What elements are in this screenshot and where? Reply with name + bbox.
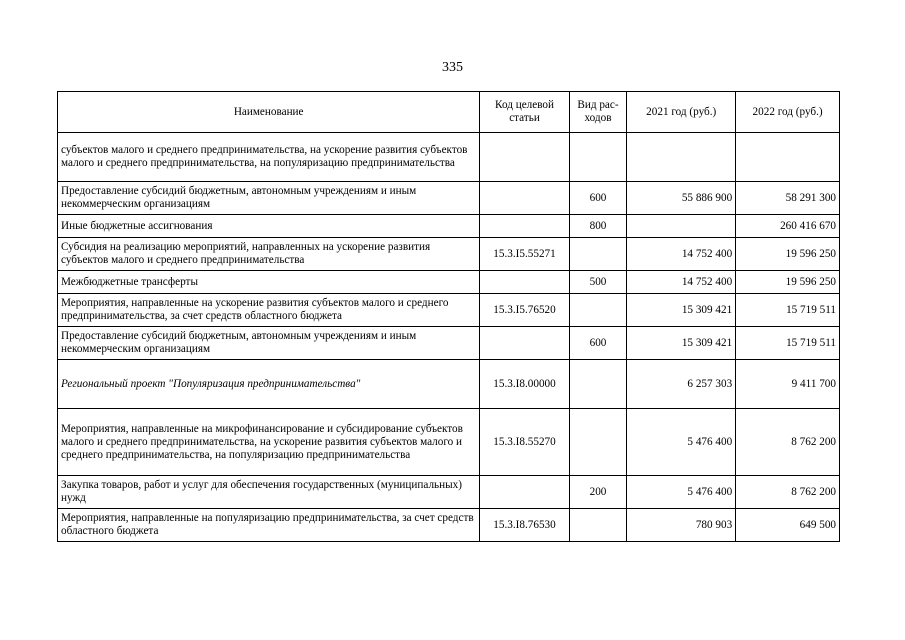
row-kind: 800 <box>569 215 627 238</box>
row-code: 15.3.I5.55271 <box>480 238 569 271</box>
row-kind: 600 <box>569 327 627 360</box>
table-row <box>58 238 840 271</box>
row-2021: 6 257 303 <box>627 360 736 409</box>
row-2021: 15 309 421 <box>627 294 736 327</box>
row-2021: 55 886 900 <box>627 182 736 215</box>
row-kind <box>569 133 627 182</box>
header-code: Код целевой статьи <box>480 92 569 133</box>
row-2021 <box>627 215 736 238</box>
row-name: Закупка товаров, работ и услуг для обеспечения государственных (муниципальных) нужд <box>58 476 480 509</box>
table-row <box>58 327 840 360</box>
row-code: 15.3.I5.76520 <box>480 294 569 327</box>
row-2021: 14 752 400 <box>627 271 736 294</box>
table-row <box>58 215 840 238</box>
row-2021: 5 476 400 <box>627 409 736 476</box>
row-name: Иные бюджетные ассигнования <box>58 215 480 238</box>
row-name: Предоставление субсидий бюджетным, автономным учреждениям и иным некоммерческим организациям <box>58 327 480 360</box>
row-kind: 500 <box>569 271 627 294</box>
row-code <box>480 327 569 360</box>
row-name: Предоставление субсидий бюджетным, автономным учреждениям и иным некоммерческим организациям <box>58 182 480 215</box>
row-2022: 15 719 511 <box>736 327 840 360</box>
table-row <box>58 271 840 294</box>
row-kind <box>569 238 627 271</box>
row-code: 15.3.I8.00000 <box>480 360 569 409</box>
row-kind: 200 <box>569 476 627 509</box>
row-2022: 15 719 511 <box>736 294 840 327</box>
table-row <box>58 509 840 542</box>
table-row <box>58 409 840 476</box>
row-2021: 14 752 400 <box>627 238 736 271</box>
row-2022: 19 596 250 <box>736 271 840 294</box>
row-2021: 780 903 <box>627 509 736 542</box>
row-name: Мероприятия, направленные на популяризацию предпринимательства, за счет средств областного бюджета <box>58 509 480 542</box>
table-row <box>58 294 840 327</box>
row-code: 15.3.I8.76530 <box>480 509 569 542</box>
row-kind <box>569 294 627 327</box>
row-code <box>480 215 569 238</box>
table-row <box>58 182 840 215</box>
row-kind <box>569 509 627 542</box>
row-name: Региональный проект "Популяризация предпринимательства" <box>58 360 480 409</box>
table-row <box>58 360 840 409</box>
row-name: субъектов малого и среднего предпринимательства, на ускорение развития субъектов малого и среднего предпринимательства, на популяризацию предпринимательства <box>58 133 480 182</box>
row-2022: 9 411 700 <box>736 360 840 409</box>
header-name: Наименование <box>58 92 480 133</box>
row-code <box>480 476 569 509</box>
row-kind <box>569 409 627 476</box>
table-header-row <box>58 92 840 133</box>
row-2022: 649 500 <box>736 509 840 542</box>
header-year-2021: 2021 год (руб.) <box>627 92 736 133</box>
row-2021: 5 476 400 <box>627 476 736 509</box>
row-name: Мероприятия, направленные на микрофинансирование и субсидирование субъектов малого и среднего предпринимательства, на ускорение развития субъектов малого и среднего предпринимательства, на популяризацию предпринимательства <box>58 409 480 476</box>
row-kind <box>569 360 627 409</box>
row-2022: 19 596 250 <box>736 238 840 271</box>
row-name: Субсидия на реализацию мероприятий, направленных на ускорение развития субъектов малого и среднего предпринимательства <box>58 238 480 271</box>
table-row <box>58 133 840 182</box>
table-row <box>58 476 840 509</box>
header-year-2022: 2022 год (руб.) <box>736 92 840 133</box>
row-2021: 15 309 421 <box>627 327 736 360</box>
row-2022 <box>736 133 840 182</box>
row-2022: 260 416 670 <box>736 215 840 238</box>
row-name: Межбюджетные трансферты <box>58 271 480 294</box>
budget-table <box>57 91 840 542</box>
row-2021 <box>627 133 736 182</box>
header-kind: Вид рас-ходов <box>569 92 627 133</box>
row-code <box>480 133 569 182</box>
row-code: 15.3.I8.55270 <box>480 409 569 476</box>
row-2022: 8 762 200 <box>736 409 840 476</box>
row-code <box>480 271 569 294</box>
row-kind: 600 <box>569 182 627 215</box>
row-2022: 8 762 200 <box>736 476 840 509</box>
row-name: Мероприятия, направленные на ускорение развития субъектов малого и среднего предпринимательства, за счет средств областного бюджета <box>58 294 480 327</box>
page-number: 335 <box>442 60 463 75</box>
row-code <box>480 182 569 215</box>
row-2022: 58 291 300 <box>736 182 840 215</box>
